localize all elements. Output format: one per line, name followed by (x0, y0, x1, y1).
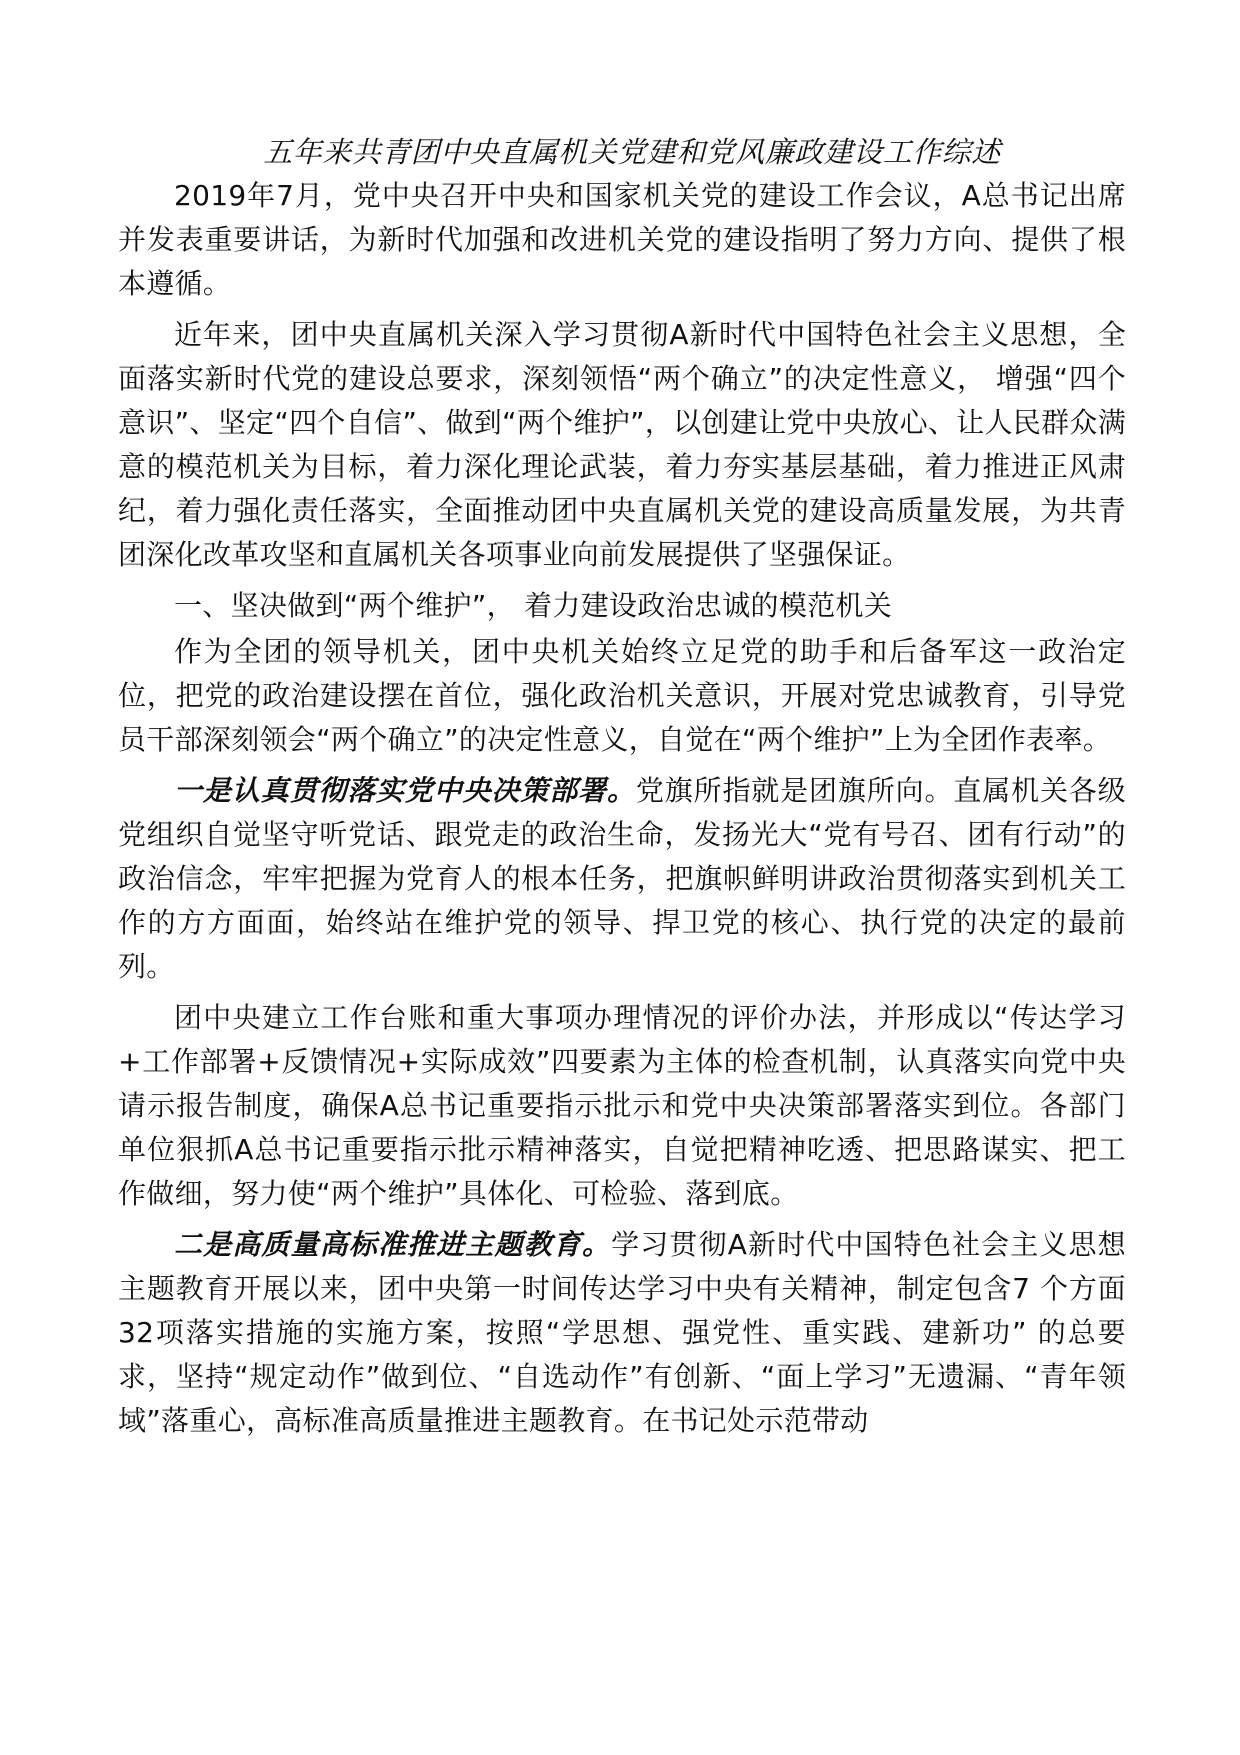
section-1-heading: 一、坚决做到“两个维护”， 着力建设政治忠诚的模范机关 (174, 589, 893, 622)
document-title: 五年来共青团中央直属机关党建和党风廉政建设工作综述 (263, 135, 1001, 169)
paragraph-6-text: 学习贯彻A新时代中国特色社会主义思想主题教育开展以来，团中央第一时间传达学习中央有关精神，制定包含7 个方面32项落实措施的实施方案，按照“学思想、强党性、重实践、建新功” 的总要求，坚持“规定动作”做到位、“自选动作”有创新、“面上学习”无遗漏、“青年领域”落重心，高标准高质量推进主题教育。在书记处示范带动 (118, 1228, 1126, 1437)
paragraph-2: 近年来，团中央直属机关深入学习贯彻A新时代中国特色社会主义思想，全面落实新时代党的建设总要求，深刻领悟“两个确立”的决定性意义， 增强“四个意识”、坚定“四个自信”、做到“两个维护”，以创建让党中央放心、让人民群众满意的模范机关为目标，着力深化理论武装，着力夯实基层基础，着力推进正风肃纪，着力强化责任落实，全面推动团中央直属机关党的建设高质量发展，为共青团深化改革攻坚和直属机关各项事业向前发展提供了坚强保证。 (118, 318, 1126, 571)
paragraph-4-lead: 一是认真贯彻落实党中央决策部署。 (174, 774, 636, 807)
paragraph-6-lead: 二是高质量高标准推进主题教育。 (174, 1228, 612, 1261)
paragraph-1: 2019年7月，党中央召开中央和国家机关党的建设工作会议，A总书记出席并发表重要讲话，为新时代加强和改进机关党的建设指明了努力方向、提供了根本遵循。 (118, 179, 1126, 300)
paragraph-4-text: 党旗所指就是团旗所向。直属机关各级党组织自觉坚守听党话、跟党走的政治生命，发扬光大“党有号召、团有行动”的政治信念，牢牢把握为党育人的根本任务，把旗帜鲜明讲政治贯彻落实到机关工作的方方面面，始终站在维护党的领导、捍卫党的核心、执行党的决定的最前列。 (118, 774, 1126, 983)
paragraph-3: 作为全团的领导机关，团中央机关始终立足党的助手和后备军这一政治定位，把党的政治建设摆在首位，强化政治机关意识，开展对党忠诚教育，引导党员干部深刻领会“两个确立”的决定性意义，自觉在“两个维护”上为全团作表率。 (118, 635, 1126, 756)
document-page (118, 132, 1126, 1450)
paragraph-5: 团中央建立工作台账和重大事项办理情况的评价办法，并形成以“传达学习+工作部署+反馈情况+实际成效”四要素为主体的检查机制，认真落实向党中央请示报告制度，确保A总书记重要指示批示和党中央决策部署落实到位。各部门单位狠抓A总书记重要指示批示精神落实，自觉把精神吃透、把思路谋实、把工作做细，努力使“两个维护”具体化、可检验、落到底。 (118, 1001, 1126, 1210)
paragraph-4 (118, 769, 1126, 989)
paragraph-6 (118, 1223, 1126, 1443)
